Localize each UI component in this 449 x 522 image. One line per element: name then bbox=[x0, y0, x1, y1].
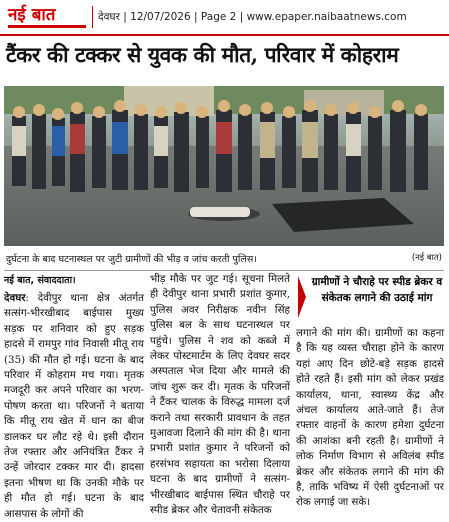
sidebar-title: ग्रामीणों ने चौराहे पर स्पीड ब्रेकर व संकेतक लगाने की उठाई मांग bbox=[311, 276, 443, 304]
article-headline: टैंकर की टक्कर से युवक की मौत, परिवार में कोहराम bbox=[6, 42, 399, 67]
article-dateline: देवघर bbox=[4, 292, 26, 304]
article-text-3: लगाने की मांग की। ग्रामीणों का कहना है कि यह व्यस्त चौराहा होने के कारण यहां आए दिन छोटे-बड़े सड़क हादसे होते रहते हैं। इसी मांग को लेकर प्रखंड कार्यालय, थाना, स्वास्थ्य केंद्र और अंचल कार्यालय आते-जाते हैं। तेज रफ्तार वाहनों के कारण हमेशा दुर्घटना की आशंका बनी रहती है। ग्रामीणों ने लोक निर्माण विभाग से अविलंब स्पीड ब्रेकर और संकेतक लगाने की मांग की है, ताकि भविष्य में ऐसी दुर्घटनाओं पर रोक लगाई जा सके। bbox=[296, 327, 444, 509]
article-column-1 bbox=[4, 274, 144, 522]
article-text-2: भीड़ मौके पर जुट गई। सूचना मिलते ही देवीपुर थाना प्रभारी प्रशांत कुमार, पुलिस अवर निरीक्षक नवीन सिंह पुलिस बल के साथ घटनास्थल पर पहुंचे। पुलिस ने शव को कब्जे में लेकर पोस्टमार्टम के लिए देवघर सदर अस्पताल भेज दिया और मामले की जांच शुरू कर दी। मृतक के परिजनों ने टैंकर चालक के विरुद्ध मामला दर्ज कराने तथा सरकारी प्रावधान के तहत मुआवजा दिलाने की मांग की है। थाना प्रभारी प्रशांत कुमार ने परिजनों को हरसंभव सहायता का भरोसा दिलाया घटना के बाद ग्रामीणों ने सत्संग-भीरखीबाद बाईपास स्थित चौराहे पर स्पीड ब्रेकर और चेतावनी संकेतक bbox=[150, 273, 290, 517]
photo-credit: (नई बात) bbox=[411, 253, 442, 263]
masthead-divider bbox=[92, 6, 93, 28]
article-text-1: : देवीपुर थाना क्षेत्र अंतर्गत सत्संग-भीरखीबाद बाईपास मुख्य सड़क पर शनिवार को हुए सड़क हादसे में रामपुर गांव निवासी मीतू राय (35) की मौत हो गई। घटना के बाद परिवार में कोहराम मच गया। मृतक मजदूरी कर अपने परिवार का भरण-पोषण करता था। परिजनों ने बताया कि मीतू राय खेत में धान का बीज डालकर घर लौट रहे थे। इसी दौरान तेज रफ्तार और अनियंत्रित टैंकर ने उन्हें जोरदार टक्कर मार दी। हादसा इतना भीषण था कि उनकी मौके पर ही मौत हो गई। घटना के बाद आसपास के लोगों की bbox=[4, 292, 144, 520]
page-number: Page 2 bbox=[200, 11, 237, 23]
crowd-scene-image bbox=[4, 86, 444, 246]
website-link[interactable]: www.epaper.naibaatnews.com bbox=[246, 11, 407, 23]
edition-city: देवघर bbox=[98, 11, 120, 23]
sidebar-highlight bbox=[296, 272, 444, 324]
newspaper-logo[interactable]: नई बात bbox=[8, 5, 56, 25]
photo-caption: दुर्घटना के बाद घटनास्थल पर जुटी ग्रामीणों की भीड़ व जांच करती पुलिस। bbox=[6, 254, 257, 265]
photo-caption-bar bbox=[4, 248, 444, 271]
article-column-3 bbox=[296, 326, 444, 511]
red-arrow-icon bbox=[298, 276, 306, 318]
edition-info: देवघर | 12/07/2026 | Page 2 | www.epaper.naibaatnews.com bbox=[98, 11, 407, 23]
logo-underline bbox=[8, 25, 86, 28]
article-column-2 bbox=[150, 272, 290, 519]
news-photo[interactable] bbox=[4, 86, 444, 246]
article-byline: नई बात, संवाददाता। bbox=[4, 275, 76, 286]
body-on-road bbox=[188, 207, 260, 221]
edition-date: 12/07/2026 bbox=[130, 11, 191, 23]
masthead bbox=[0, 0, 449, 36]
